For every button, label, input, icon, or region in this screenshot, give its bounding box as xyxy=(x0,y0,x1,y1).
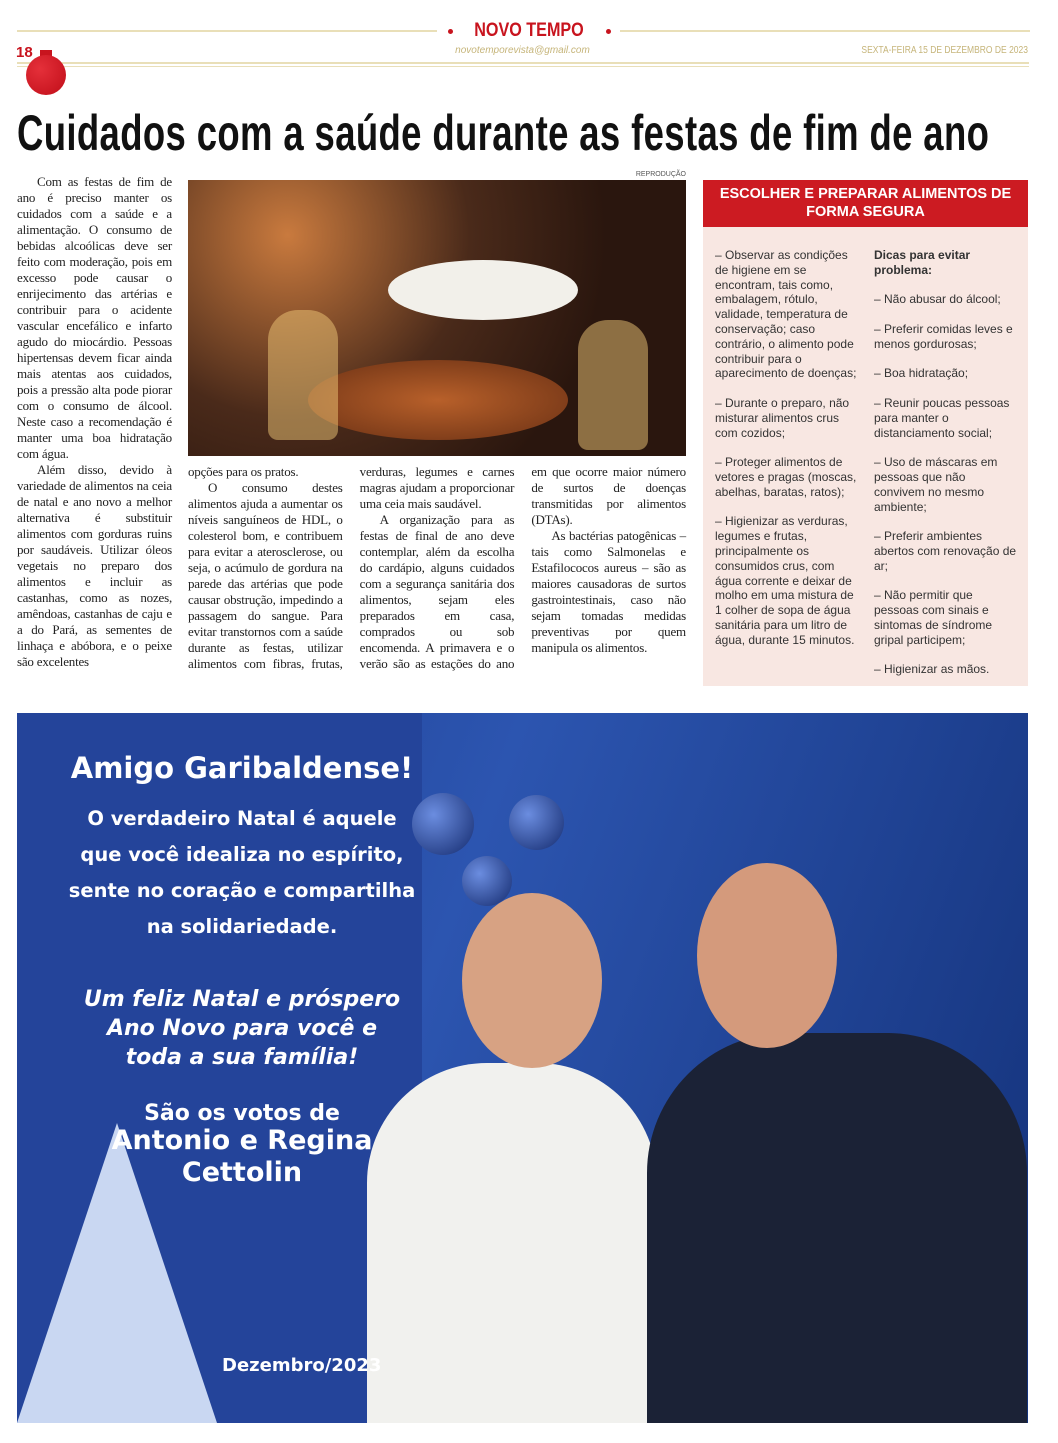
tip: – Preferir comidas leves e menos gordurosas; xyxy=(874,321,1013,351)
ad-wish-line: Um feliz Natal e próspero xyxy=(83,987,401,1012)
tip: – Preferir ambientes abertos com renovação de ar; xyxy=(874,529,1017,573)
roast xyxy=(308,360,568,440)
ad-names: Antonio e Regina xyxy=(111,1125,373,1156)
tip: – Reunir poucas pessoas para manter o distanciamento social; xyxy=(874,395,1010,440)
ad-wish-line: Ano Novo para você e xyxy=(106,1016,378,1041)
glass xyxy=(268,310,338,440)
ad-votes: São os votos de xyxy=(144,1101,340,1126)
paragraph: As bactérias patogênicas – tais como Salmonelas e Estafilococos aureus – são as maiores causadoras de surtos gastrointestinais, caso não sejam tomadas medidas preventivas por quem manipula os alimentos. xyxy=(531,528,686,655)
ornament-icon xyxy=(509,795,564,850)
sidebar-title: ESCOLHER E PREPARAR ALIMENTOS DE FORMA SEGURA xyxy=(703,180,1028,227)
paragraph: opções para os pratos. xyxy=(188,464,299,479)
tip: – Durante o preparo, não misturar alimentos crus com cozidos; xyxy=(715,395,850,440)
tip: – Uso de máscaras em pessoas que não convivem no mesmo ambiente; xyxy=(874,455,998,514)
man-photo xyxy=(647,1033,1027,1423)
paragraph: A organização para as festas de final de ano deve contemplar, além da escolha do cardápio, alguns cuidados com a segurança sanitária dos alimentos, sejam eles preparados em casa, comprados ou sob encomenda. A primavera e o verão são as estações do ano em que ocorre maior número de surtos de doenças transmitidas por alimentos (DTAs). xyxy=(359,464,686,671)
ad-wish-line: toda a sua família! xyxy=(125,1045,359,1070)
ornament-icon xyxy=(462,856,512,906)
ad-date: Dezembro/2023 xyxy=(222,1355,382,1376)
article-column-1 xyxy=(17,174,172,670)
christmas-ad xyxy=(17,713,1028,1423)
sidebar-box xyxy=(703,180,1028,686)
headline: Cuidados com a saúde durante as festas de fim de ano xyxy=(17,105,990,161)
ad-message-line: O verdadeiro Natal é aquele xyxy=(87,807,397,830)
email: novotemporevista@gmail.com xyxy=(455,45,590,56)
paragraph: Além disso, devido à variedade de alimentos na ceia de natal e ano novo a melhor alternativa é substituir alimentos com gorduras ruins por saudáveis. Utilizar óleos vegetais no preparo dos alimentos e incluir as castanhas, como as nozes, amêndoas, castanhas de caju e a do Pará, as sementes de linhaça e abóbora, e o peixe são excelentes xyxy=(17,462,172,669)
ad-message-line: sente no coração e compartilha xyxy=(68,879,416,902)
rule xyxy=(17,66,1029,67)
paragraph: O consumo destes alimentos ajuda a aumentar os níveis sanguíneos de HDL, o colesterol bom, e contribuem para evitar a aterosclerose, ou seja, o acúmulo de gordura na parede das artérias que pode causar obstrução, impedindo a passagem do sangue. Para evitar transtornos com a saúde durante as festas, utilizar alimentos com fibras, frutas, verduras, legumes e carnes magras ajudam a proporcionar uma ceia mais saudável. xyxy=(188,464,515,671)
glass xyxy=(578,320,648,450)
tip: – Boa hidratação; xyxy=(874,366,969,381)
woman-face xyxy=(462,893,602,1068)
tip: – Higienizar as verduras, legumes e frutas, principalmente os consumidos crus, com água corrente e deixar de molho em uma mistura de 1 colher de sopa de água sanitária para um litro de água, durante 15 minutos. xyxy=(715,514,855,647)
tip: – Observar as condições de higiene em se encontram, tais como, embalagem, rótulo, validade, temperatura de conservação; caso contrário, o alimento pode contribuir para o aparecimento de doenças; xyxy=(715,248,857,381)
issue-date: SEXTA-FEIRA 15 DE DEZEMBRO DE 2023 xyxy=(861,45,1028,56)
ad-greeting: Amigo Garibaldense! xyxy=(70,751,414,785)
rule xyxy=(17,62,1029,64)
plate xyxy=(388,260,578,320)
article-columns xyxy=(188,464,686,672)
ad-names: Cettolin xyxy=(181,1157,303,1188)
paragraph: Com as festas de fim de ano é preciso manter os cuidados com a saúde e a alimentação. O consumo de bebidas alcoólicas deve ser feito com moderação, pois em excesso pode causar o enrijecimento das artérias e contribuir para o acidente vascular encefálico e infarto agudo do miocárdio. Pessoas hipertensas devem ficar ainda mais atentas aos cuidados, pois a pressão alta pode piorar com o consumo de álcool. Neste caso a recomendação é manter uma boa hidratação com água. xyxy=(17,174,172,461)
tip: – Não permitir que pessoas com sinais e sintomas de síndrome gripal participem; xyxy=(874,588,993,647)
photo-credit: REPRODUÇÃO xyxy=(635,171,686,178)
masthead: NOVO TEMPO xyxy=(474,20,584,41)
tips-title: Dicas para evitar problema: xyxy=(874,248,971,277)
ad-message-line: na solidariedade. xyxy=(146,915,338,938)
tip: – Higienizar as mãos. xyxy=(874,662,990,677)
ornament-icon xyxy=(26,55,66,95)
man-face xyxy=(697,863,837,1048)
tip: – Proteger alimentos de vetores e pragas (moscas, abelhas, baratas, ratos); xyxy=(715,455,857,499)
ad-message-line: que você idealiza no espírito, xyxy=(80,843,404,866)
tip: – Não abusar do álcool; xyxy=(874,292,1001,307)
food-photo xyxy=(188,180,686,456)
page-number: 18 xyxy=(16,44,33,61)
